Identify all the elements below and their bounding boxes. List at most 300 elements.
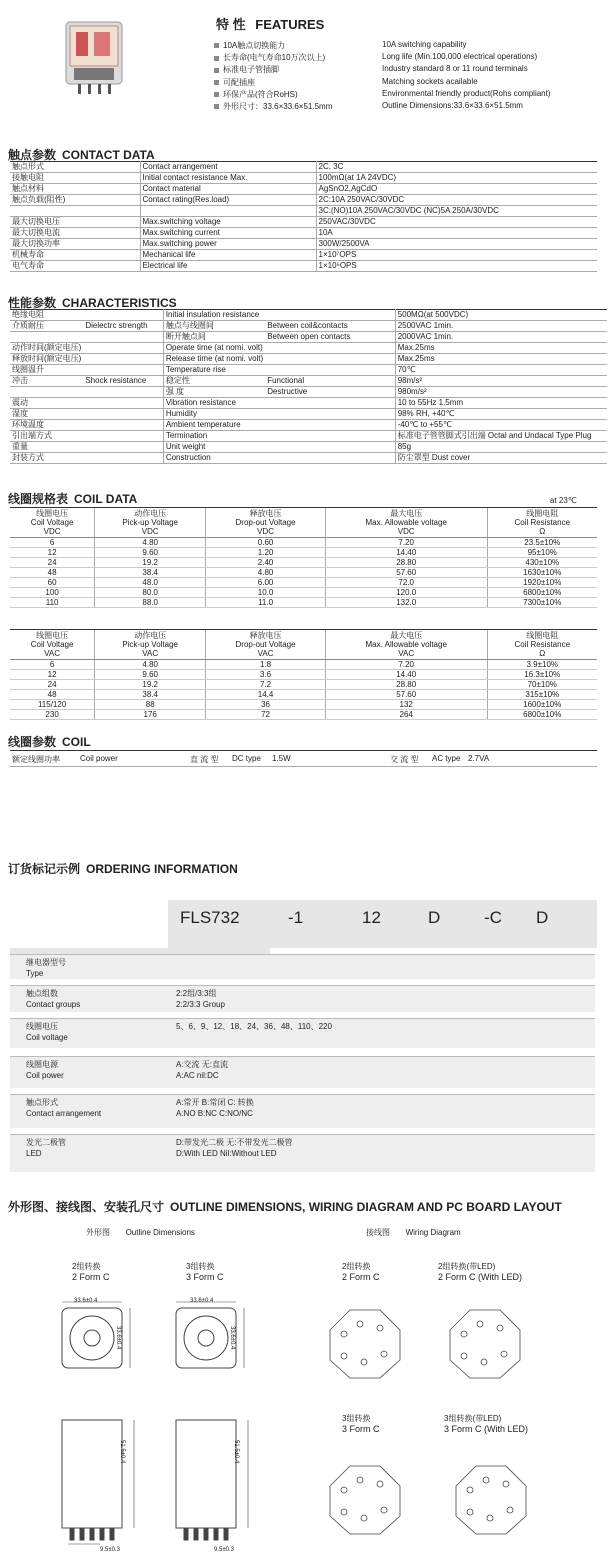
table-cell: 38.4	[95, 568, 206, 578]
header-en: Coil Voltage	[30, 518, 74, 527]
table-row	[10, 588, 597, 598]
header-unit: VDC	[257, 527, 274, 536]
feature-cn: 长寿命(电气寿命10万次以上)	[223, 53, 326, 63]
feature-cn: 10A触点切换能力	[223, 41, 286, 50]
table-cell: 24	[10, 558, 95, 568]
column-header	[10, 630, 95, 660]
bullet-icon	[214, 80, 219, 85]
table-cell: 72.0	[325, 578, 487, 588]
table-cell: 28.80	[325, 680, 487, 690]
column-header	[325, 508, 487, 538]
table-cell: 315±10%	[487, 690, 597, 700]
wiring-sub-en: Wiring Diagram	[405, 1228, 461, 1237]
contact-title-cn: 触点参数	[8, 148, 57, 162]
outline-label-1-cn: 3组转换	[186, 1262, 215, 1271]
ordering-row-cn: 继电器型号	[26, 958, 66, 967]
header-cn: 动作电压	[134, 631, 167, 640]
header-en: Pick-up Voltage	[122, 640, 178, 649]
feature-cn: 可配插座	[223, 77, 255, 87]
ordering-title	[8, 860, 238, 877]
char-sub-en: Destructive	[265, 387, 395, 398]
table-cell: 7.20	[325, 538, 487, 548]
dim-height-3c: 51.5±0.4	[233, 1440, 239, 1464]
table-row	[10, 710, 597, 720]
coil-title	[8, 733, 91, 750]
ordering-row-cn: 线圈电源	[26, 1060, 58, 1069]
char-sub-en	[265, 420, 395, 431]
table-row	[10, 228, 597, 239]
table-cell: 6	[10, 660, 95, 670]
char-sub-cn: Temperature rise	[163, 365, 265, 376]
contact-title-en: CONTACT DATA	[62, 148, 155, 162]
coil-ac-table	[10, 629, 597, 720]
header-cn: 动作电压	[134, 509, 167, 518]
table-row	[10, 538, 597, 548]
table-row	[10, 409, 607, 420]
ordering-row-value-en: A:AC nil:DC	[176, 1071, 219, 1080]
char-sub-en	[265, 431, 395, 442]
table-cell: 24	[10, 680, 95, 690]
table-row	[10, 332, 607, 343]
table-row	[10, 431, 607, 442]
table-cell: 7.2	[206, 680, 326, 690]
table-row	[10, 398, 607, 409]
char-sub-en	[265, 365, 395, 376]
table-cell: 4.80	[206, 568, 326, 578]
table-row	[10, 343, 607, 354]
header-unit: VDC	[397, 527, 415, 536]
table-cell: 7300±10%	[487, 598, 597, 608]
char-en	[83, 409, 163, 420]
char-en	[83, 453, 163, 464]
table-cell: 48	[10, 690, 95, 700]
contact-en: Contact rating(Res.load)	[140, 195, 316, 206]
char-cn: 绝缘电阻	[10, 310, 83, 321]
coil-dc-val: 1.5W	[272, 754, 291, 763]
ordering-row-value: D:带发光二极 无:不带发光二极管	[176, 1138, 293, 1147]
contact-value: 10A	[316, 228, 597, 239]
char-en	[83, 398, 163, 409]
char-cn: 湿度	[10, 409, 83, 420]
table-cell: 14.40	[325, 548, 487, 558]
char-value: 2500VAC 1min.	[395, 321, 607, 332]
contact-value: 3C:(NO)10A 250VAC/30VDC (NC)5A 250A/30VDC	[316, 206, 597, 217]
char-cn: 介质耐压	[10, 321, 83, 332]
table-cell: 230	[10, 710, 95, 720]
contact-en: Mechanical life	[140, 250, 316, 261]
contact-value: 2C, 3C	[316, 162, 597, 173]
dim-height-2c: 51.5±0.4	[119, 1440, 125, 1464]
contact-data-table	[10, 161, 597, 272]
table-row	[10, 376, 607, 387]
bullet-icon	[214, 104, 219, 109]
char-en	[83, 387, 163, 398]
column-header	[10, 508, 95, 538]
char-title-en: CHARACTERISTICS	[62, 296, 177, 310]
feature-item	[214, 89, 298, 100]
char-en	[83, 431, 163, 442]
column-header	[487, 630, 597, 660]
char-value: 标准电子管管脚式引出端 Octal and Undacal Type Plug	[395, 431, 607, 442]
ordering-row	[10, 1018, 595, 1048]
char-value: 70℃	[395, 365, 607, 376]
wiring-sub-cn: 接线图	[366, 1228, 390, 1237]
table-cell: 100	[10, 588, 95, 598]
char-value: Max.25ms	[395, 343, 607, 354]
table-row	[10, 568, 597, 578]
contact-value: 100mΩ(at 1A 24VDC)	[316, 173, 597, 184]
outline-sub	[86, 1228, 195, 1238]
table-cell: 6.00	[206, 578, 326, 588]
table-cell: 19.2	[95, 558, 206, 568]
table-cell: 10.0	[206, 588, 326, 598]
char-en: Dielectrc strength	[83, 321, 163, 332]
column-header	[487, 508, 597, 538]
dim-depth-2c: 33.6±0.4	[115, 1326, 121, 1350]
table-cell: 115/120	[10, 700, 95, 710]
ordering-row-cn: 触点形式	[26, 1098, 58, 1107]
relay-photo	[60, 18, 130, 98]
column-header	[206, 630, 326, 660]
feature-en: Matching sockets acailable	[382, 76, 478, 86]
bullet-icon	[214, 68, 219, 73]
coil-ac-en: AC type	[432, 754, 461, 763]
char-value: 98m/s²	[395, 376, 607, 387]
feature-item	[214, 77, 255, 88]
table-cell: 9.60	[95, 670, 206, 680]
char-en: Shock resistance	[83, 376, 163, 387]
table-cell: 12	[10, 548, 95, 558]
char-en	[83, 354, 163, 365]
table-row	[10, 558, 597, 568]
feature-en: Long life (Min.100,000 electrical operations)	[382, 52, 538, 62]
char-cn: 释放时间(额定电压)	[12, 354, 82, 363]
header-cn: 释放电压	[249, 509, 282, 518]
char-sub-cn: 强 度	[163, 387, 265, 398]
ordering-row	[10, 954, 595, 979]
char-cn	[10, 332, 83, 343]
table-row	[10, 690, 597, 700]
table-cell: 4.80	[95, 538, 206, 548]
contact-value: 1×10⁵OPS	[316, 261, 597, 272]
outline-title	[8, 1198, 562, 1215]
table-cell: 12	[10, 670, 95, 680]
coil-power-en: Coil power	[80, 754, 118, 763]
header-en: Drop-out Voltage	[235, 640, 296, 649]
coil-power-cn: 额定线圈功率	[12, 755, 60, 764]
ordering-row-cn: 线圈电压	[26, 1022, 58, 1031]
char-value: 10 to 55Hz 1.5mm	[395, 398, 607, 409]
coil-data-temp: at 23℃	[550, 496, 577, 505]
outline-label-2	[342, 1262, 380, 1282]
contact-value: 2C:10A 250VAC/30VDC	[316, 195, 597, 206]
ordering-row-en: Type	[26, 969, 44, 978]
header-unit: VDC	[43, 527, 61, 536]
char-value: 980m/s²	[395, 387, 607, 398]
char-value: 85g	[395, 442, 607, 453]
coil-title-en: COIL	[62, 735, 91, 749]
ordering-row-en: LED	[26, 1149, 42, 1158]
ordering-row-value: 2:2组/3:3组	[176, 989, 217, 998]
char-sub-cn: Termination	[163, 431, 265, 442]
char-sub-cn: 断开触点间	[163, 332, 265, 343]
header-unit: Ω	[539, 527, 546, 536]
char-cn: 动作时间(额定电压)	[12, 343, 82, 352]
ordering-row-en: Contact groups	[26, 1000, 81, 1009]
char-sub-en	[265, 442, 395, 453]
outline-label-5-en: 3 Form C (With LED)	[444, 1424, 529, 1434]
table-cell: 264	[325, 710, 487, 720]
outline-drawing-3c	[164, 1294, 264, 1566]
characteristics-table	[10, 309, 607, 464]
ordering-row-value: A:常开 B:常闭 C: 转换	[176, 1098, 254, 1107]
table-cell: 23.5±10%	[487, 538, 597, 548]
table-cell: 88.0	[95, 598, 206, 608]
char-sub-en: Between open contacts	[265, 332, 395, 343]
coil-title-cn: 线圈参数	[8, 735, 57, 749]
ordering-row-value: A:交流 无:直流	[176, 1060, 229, 1069]
header-en: Max. Allowable voltage	[365, 640, 447, 649]
ordering-title-cn: 订货标记示例	[8, 862, 81, 876]
header-unit: VAC	[142, 649, 159, 658]
char-sub-cn: Initial insulation resistance	[163, 310, 265, 321]
header-unit: Ω	[539, 649, 546, 658]
table-cell: 3.6	[206, 670, 326, 680]
char-sub-en	[265, 310, 395, 321]
table-cell: 1920±10%	[487, 578, 597, 588]
contact-cn: 触点形式	[10, 162, 140, 173]
char-cn: 重量	[10, 442, 83, 453]
contact-en: Contact material	[140, 184, 316, 195]
table-cell: 2.40	[206, 558, 326, 568]
dim-base-2c: 9.5±0.3	[100, 1547, 120, 1553]
table-cell: 48	[10, 568, 95, 578]
contact-cn: 最大切换功率	[10, 239, 140, 250]
outline-label-5-cn: 3组转换(带LED)	[444, 1414, 502, 1423]
char-en	[83, 442, 163, 453]
table-row	[10, 173, 597, 184]
coil-power-row	[10, 750, 597, 767]
table-cell: 7.20	[325, 660, 487, 670]
contact-en: Max.switching current	[140, 228, 316, 239]
table-cell: 0.60	[206, 538, 326, 548]
table-cell: 176	[95, 710, 206, 720]
outline-label-0-cn: 2组转换	[72, 1262, 101, 1271]
header-cn: 线圈电压	[36, 509, 69, 518]
ordering-row-en: Coil voltage	[26, 1033, 68, 1042]
header-en: Pick-up Voltage	[122, 518, 178, 527]
table-cell: 4.80	[95, 660, 206, 670]
char-sub-en	[265, 453, 395, 464]
ordering-code: -C	[484, 908, 502, 927]
outline-title-cn: 外形图、接线图、安装孔尺寸	[8, 1200, 165, 1214]
char-sub-cn: Vibration resistance	[163, 398, 265, 409]
table-cell: 57.60	[325, 690, 487, 700]
header-cn: 释放电压	[249, 631, 282, 640]
contact-cn: 最大切换电压	[10, 217, 140, 228]
char-en	[83, 365, 163, 376]
outline-label-3-en: 2 Form C (With LED)	[438, 1272, 523, 1282]
feature-item	[214, 101, 332, 112]
outline-label-0	[72, 1262, 110, 1282]
table-row	[10, 680, 597, 690]
dim-base-3c: 9.5±0.3	[214, 1547, 234, 1553]
table-row	[10, 195, 597, 206]
table-row	[10, 700, 597, 710]
table-row	[10, 578, 597, 588]
ordering-row-cn: 发光二极管	[26, 1138, 66, 1147]
table-cell: 6	[10, 538, 95, 548]
char-value: 2000VAC 1min.	[395, 332, 607, 343]
char-value: -40℃ to +55℃	[395, 420, 607, 431]
table-row	[10, 250, 597, 261]
table-header-row	[10, 508, 597, 538]
table-cell: 38.4	[95, 690, 206, 700]
table-cell: 95±10%	[487, 548, 597, 558]
wiring-diagrams	[320, 1300, 600, 1560]
char-sub-cn: Unit weight	[163, 442, 265, 453]
char-sub-en	[265, 409, 395, 420]
contact-en	[140, 206, 316, 217]
table-cell: 11.0	[206, 598, 326, 608]
outline-label-2-en: 2 Form C	[342, 1272, 380, 1282]
outline-label-3-cn: 2组转换(带LED)	[438, 1262, 496, 1271]
table-row	[10, 217, 597, 228]
outline-title-en: OUTLINE DIMENSIONS, WIRING DIAGRAM AND PC BOARD LAYOUT	[170, 1200, 562, 1214]
char-en	[83, 420, 163, 431]
contact-en: Contact arrangement	[140, 162, 316, 173]
header-unit: VAC	[398, 649, 415, 658]
contact-cn: 触点材料	[10, 184, 140, 195]
feature-cn: 环保产品(符合RoHS)	[223, 89, 298, 99]
table-cell: 14.40	[325, 670, 487, 680]
table-row	[10, 598, 597, 608]
feature-cn: 外形尺寸：33.6×33.6×51.5mm	[223, 102, 333, 111]
ordering-row	[10, 1134, 595, 1172]
char-sub-cn: Humidity	[163, 409, 265, 420]
contact-en: Max.switching voltage	[140, 217, 316, 228]
table-cell: 1.8	[206, 660, 326, 670]
char-cn	[10, 387, 83, 398]
table-cell: 1600±10%	[487, 700, 597, 710]
dim-width-2c: 33.6±0.4	[74, 1298, 98, 1304]
table-row	[10, 310, 607, 321]
ordering-row	[10, 985, 595, 1012]
char-sub-en: Between coil&contacts	[265, 321, 395, 332]
dim-width-3c: 33.6±0.4	[190, 1298, 214, 1304]
char-sub-cn: Release time (at nomi. volt)	[163, 354, 265, 365]
char-value: 防尘罩型 Dust cover	[395, 453, 607, 464]
outline-label-4-cn: 3组转换	[342, 1414, 371, 1423]
ordering-row	[10, 1056, 595, 1088]
bullet-icon	[214, 92, 219, 97]
char-en	[83, 332, 163, 343]
coil-dc-cn: 直 流 型	[190, 755, 219, 764]
char-sub-cn: Operate time (at nomi. volt)	[163, 343, 265, 354]
outline-drawing-2c	[50, 1294, 150, 1566]
ordering-row-cn: 触点组数	[26, 989, 58, 998]
table-cell: 120.0	[325, 588, 487, 598]
contact-cn: 机械寿命	[10, 250, 140, 261]
char-sub-cn: 触点与线圈间	[163, 321, 265, 332]
table-cell: 28.80	[325, 558, 487, 568]
table-row	[10, 420, 607, 431]
char-cn: 封装方式	[10, 453, 83, 464]
table-cell: 48.0	[95, 578, 206, 588]
char-cn: 线圈温升	[10, 365, 83, 376]
table-cell: 9.60	[95, 548, 206, 558]
outline-label-0-en: 2 Form C	[72, 1272, 110, 1282]
coil-data-title-en: COIL DATA	[74, 492, 138, 506]
table-cell: 1630±10%	[487, 568, 597, 578]
char-sub-en	[265, 343, 395, 354]
bullet-icon	[214, 43, 219, 48]
ordering-code: 12	[362, 908, 381, 927]
header-cn: 最大电压	[390, 631, 423, 640]
contact-en: Electrical life	[140, 261, 316, 272]
contact-cn: 最大切换电流	[10, 228, 140, 239]
table-row	[10, 354, 607, 365]
char-en	[83, 310, 163, 321]
header-en: Coil Resistance	[514, 640, 571, 649]
features-title-en: FEATURES	[255, 17, 325, 32]
outline-label-1	[186, 1262, 224, 1282]
table-cell: 6800±10%	[487, 588, 597, 598]
outline-sub-cn: 外形图	[86, 1228, 110, 1237]
feature-item	[214, 64, 279, 75]
ordering-code: FLS732	[180, 908, 240, 927]
table-cell: 132	[325, 700, 487, 710]
table-cell: 14.4	[206, 690, 326, 700]
ordering-row-value-en: D:With LED Nil:Without LED	[176, 1149, 277, 1158]
table-row	[10, 442, 607, 453]
table-cell: 80.0	[95, 588, 206, 598]
char-cn: 引出端方式	[10, 431, 83, 442]
outline-label-1-en: 3 Form C	[186, 1272, 224, 1282]
ordering-row-value-en: A:NO B:NC C:NO/NC	[176, 1109, 253, 1118]
char-sub-cn: Ambient temperature	[163, 420, 265, 431]
header-cn: 线圈电阻	[526, 631, 559, 640]
table-cell: 430±10%	[487, 558, 597, 568]
table-row	[10, 453, 607, 464]
feature-en: 10A switching capability	[382, 40, 467, 49]
column-header	[325, 630, 487, 660]
table-row	[10, 184, 597, 195]
header-unit: VAC	[44, 649, 61, 658]
contact-value: 250VAC/30VDC	[316, 217, 597, 228]
table-cell: 19.2	[95, 680, 206, 690]
feature-en: Industry standard 8 or 11 round terminals	[382, 64, 528, 74]
table-row	[10, 321, 607, 332]
header-en: Drop-out Voltage	[235, 518, 296, 527]
header-en: Coil Resistance	[514, 518, 571, 527]
contact-value: AgSnO2,AgCdO	[316, 184, 597, 195]
ordering-row	[10, 1094, 595, 1128]
table-cell: 3.9±10%	[487, 660, 597, 670]
contact-cn: 接触电阻	[10, 173, 140, 184]
header-cn: 最大电压	[390, 509, 423, 518]
ordering-title-en: ORDERING INFORMATION	[86, 862, 238, 876]
feature-item	[214, 52, 325, 63]
table-row	[10, 162, 597, 173]
coil-data-title-cn: 线圈规格表	[8, 492, 69, 506]
table-cell: 36	[206, 700, 326, 710]
char-sub-en	[265, 354, 395, 365]
contact-value: 300W/2500VA	[316, 239, 597, 250]
char-sub-en	[265, 398, 395, 409]
outline-label-4-en: 3 Form C	[342, 1424, 380, 1434]
table-row	[10, 387, 607, 398]
